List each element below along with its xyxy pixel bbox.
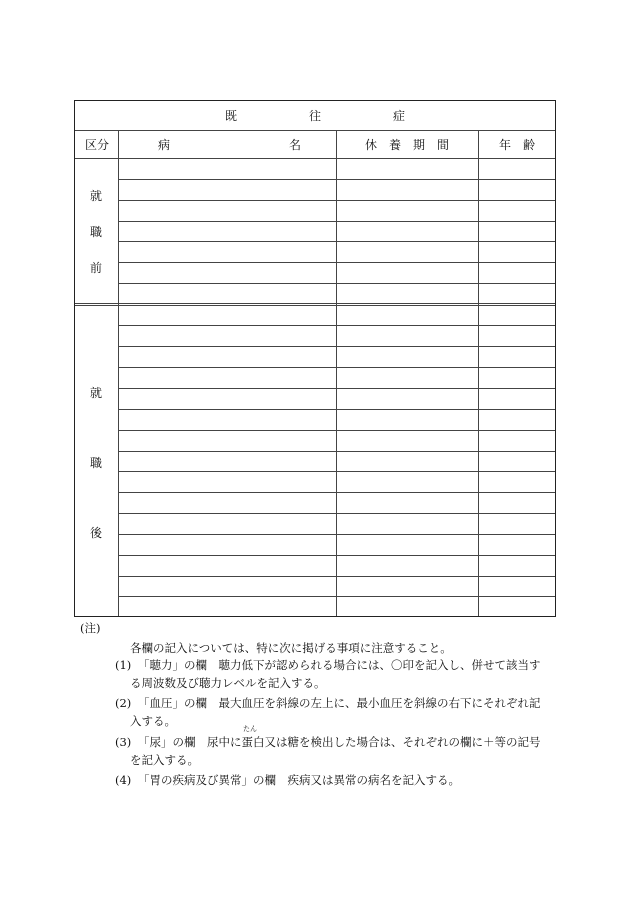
header-recuperation-period: 休 養 期 間 xyxy=(365,138,450,152)
row-line xyxy=(118,492,555,493)
note-3-number: (3) xyxy=(115,735,132,749)
header-disease-name-1: 病 xyxy=(158,138,171,152)
note-2-number: (2) xyxy=(115,696,132,710)
note-1-line-1: 「聴力」の欄 聴力低下が認められる場合には、〇印を記入し、併せて該当す xyxy=(138,658,541,672)
row-line xyxy=(118,409,555,410)
table-title: 既 往 症 xyxy=(225,109,406,123)
note-2-line-2: 入する。 xyxy=(130,714,176,728)
row-line xyxy=(118,451,555,452)
notes-intro: 各欄の記入については、特に次に掲げる事項に注意すること。 xyxy=(130,641,452,655)
row-line xyxy=(118,200,555,201)
title-divider xyxy=(75,130,555,131)
note-3-line-2: を記入する。 xyxy=(130,753,199,767)
row-line xyxy=(118,576,555,577)
section-after-char-2: 職 xyxy=(90,456,103,470)
section-before-char-3: 前 xyxy=(90,261,103,275)
note-1-line-2: る周波数及び聴力レベルを記入する。 xyxy=(130,676,326,690)
row-line xyxy=(118,596,555,597)
section-after-char-3: 後 xyxy=(90,526,103,540)
row-line xyxy=(118,471,555,472)
row-line xyxy=(118,241,555,242)
note-4-number: (4) xyxy=(115,773,132,787)
row-line xyxy=(118,534,555,535)
notes-heading: (注) xyxy=(80,621,101,635)
note-1-number: (1) xyxy=(115,658,132,672)
row-line xyxy=(118,513,555,514)
note-3-line-1: 「尿」の欄 尿中に蛋白又は糖を検出した場合は、それぞれの欄に＋等の記号 xyxy=(138,735,541,749)
section-before-char-2: 職 xyxy=(90,225,103,239)
section-divider xyxy=(75,303,555,304)
section-before-char-1: 就 xyxy=(90,189,103,203)
row-line xyxy=(118,430,555,431)
column-divider-category xyxy=(118,130,119,616)
row-line xyxy=(118,262,555,263)
row-line xyxy=(118,367,555,368)
section-after-char-1: 就 xyxy=(90,386,103,400)
row-line xyxy=(118,221,555,222)
header-divider xyxy=(75,158,555,159)
header-category: 区分 xyxy=(85,138,110,152)
header-age: 年 齢 xyxy=(499,138,536,152)
note-3-ruby: たん xyxy=(243,725,257,733)
note-4-line-1: 「胃の疾病及び異常」の欄 疾病又は異常の病名を記入する。 xyxy=(138,773,460,787)
row-line xyxy=(118,283,555,284)
note-2-line-1: 「血圧」の欄 最大血圧を斜線の左上に、最小血圧を斜線の右下にそれぞれ記 xyxy=(138,696,541,710)
row-line xyxy=(118,555,555,556)
column-divider-period xyxy=(478,130,479,616)
row-line xyxy=(118,179,555,180)
column-divider-disease xyxy=(336,130,337,616)
row-line xyxy=(118,346,555,347)
header-disease-name-2: 名 xyxy=(289,138,302,152)
row-line xyxy=(118,388,555,389)
row-line xyxy=(118,325,555,326)
medical-history-table xyxy=(74,100,556,617)
section-divider xyxy=(75,305,555,306)
